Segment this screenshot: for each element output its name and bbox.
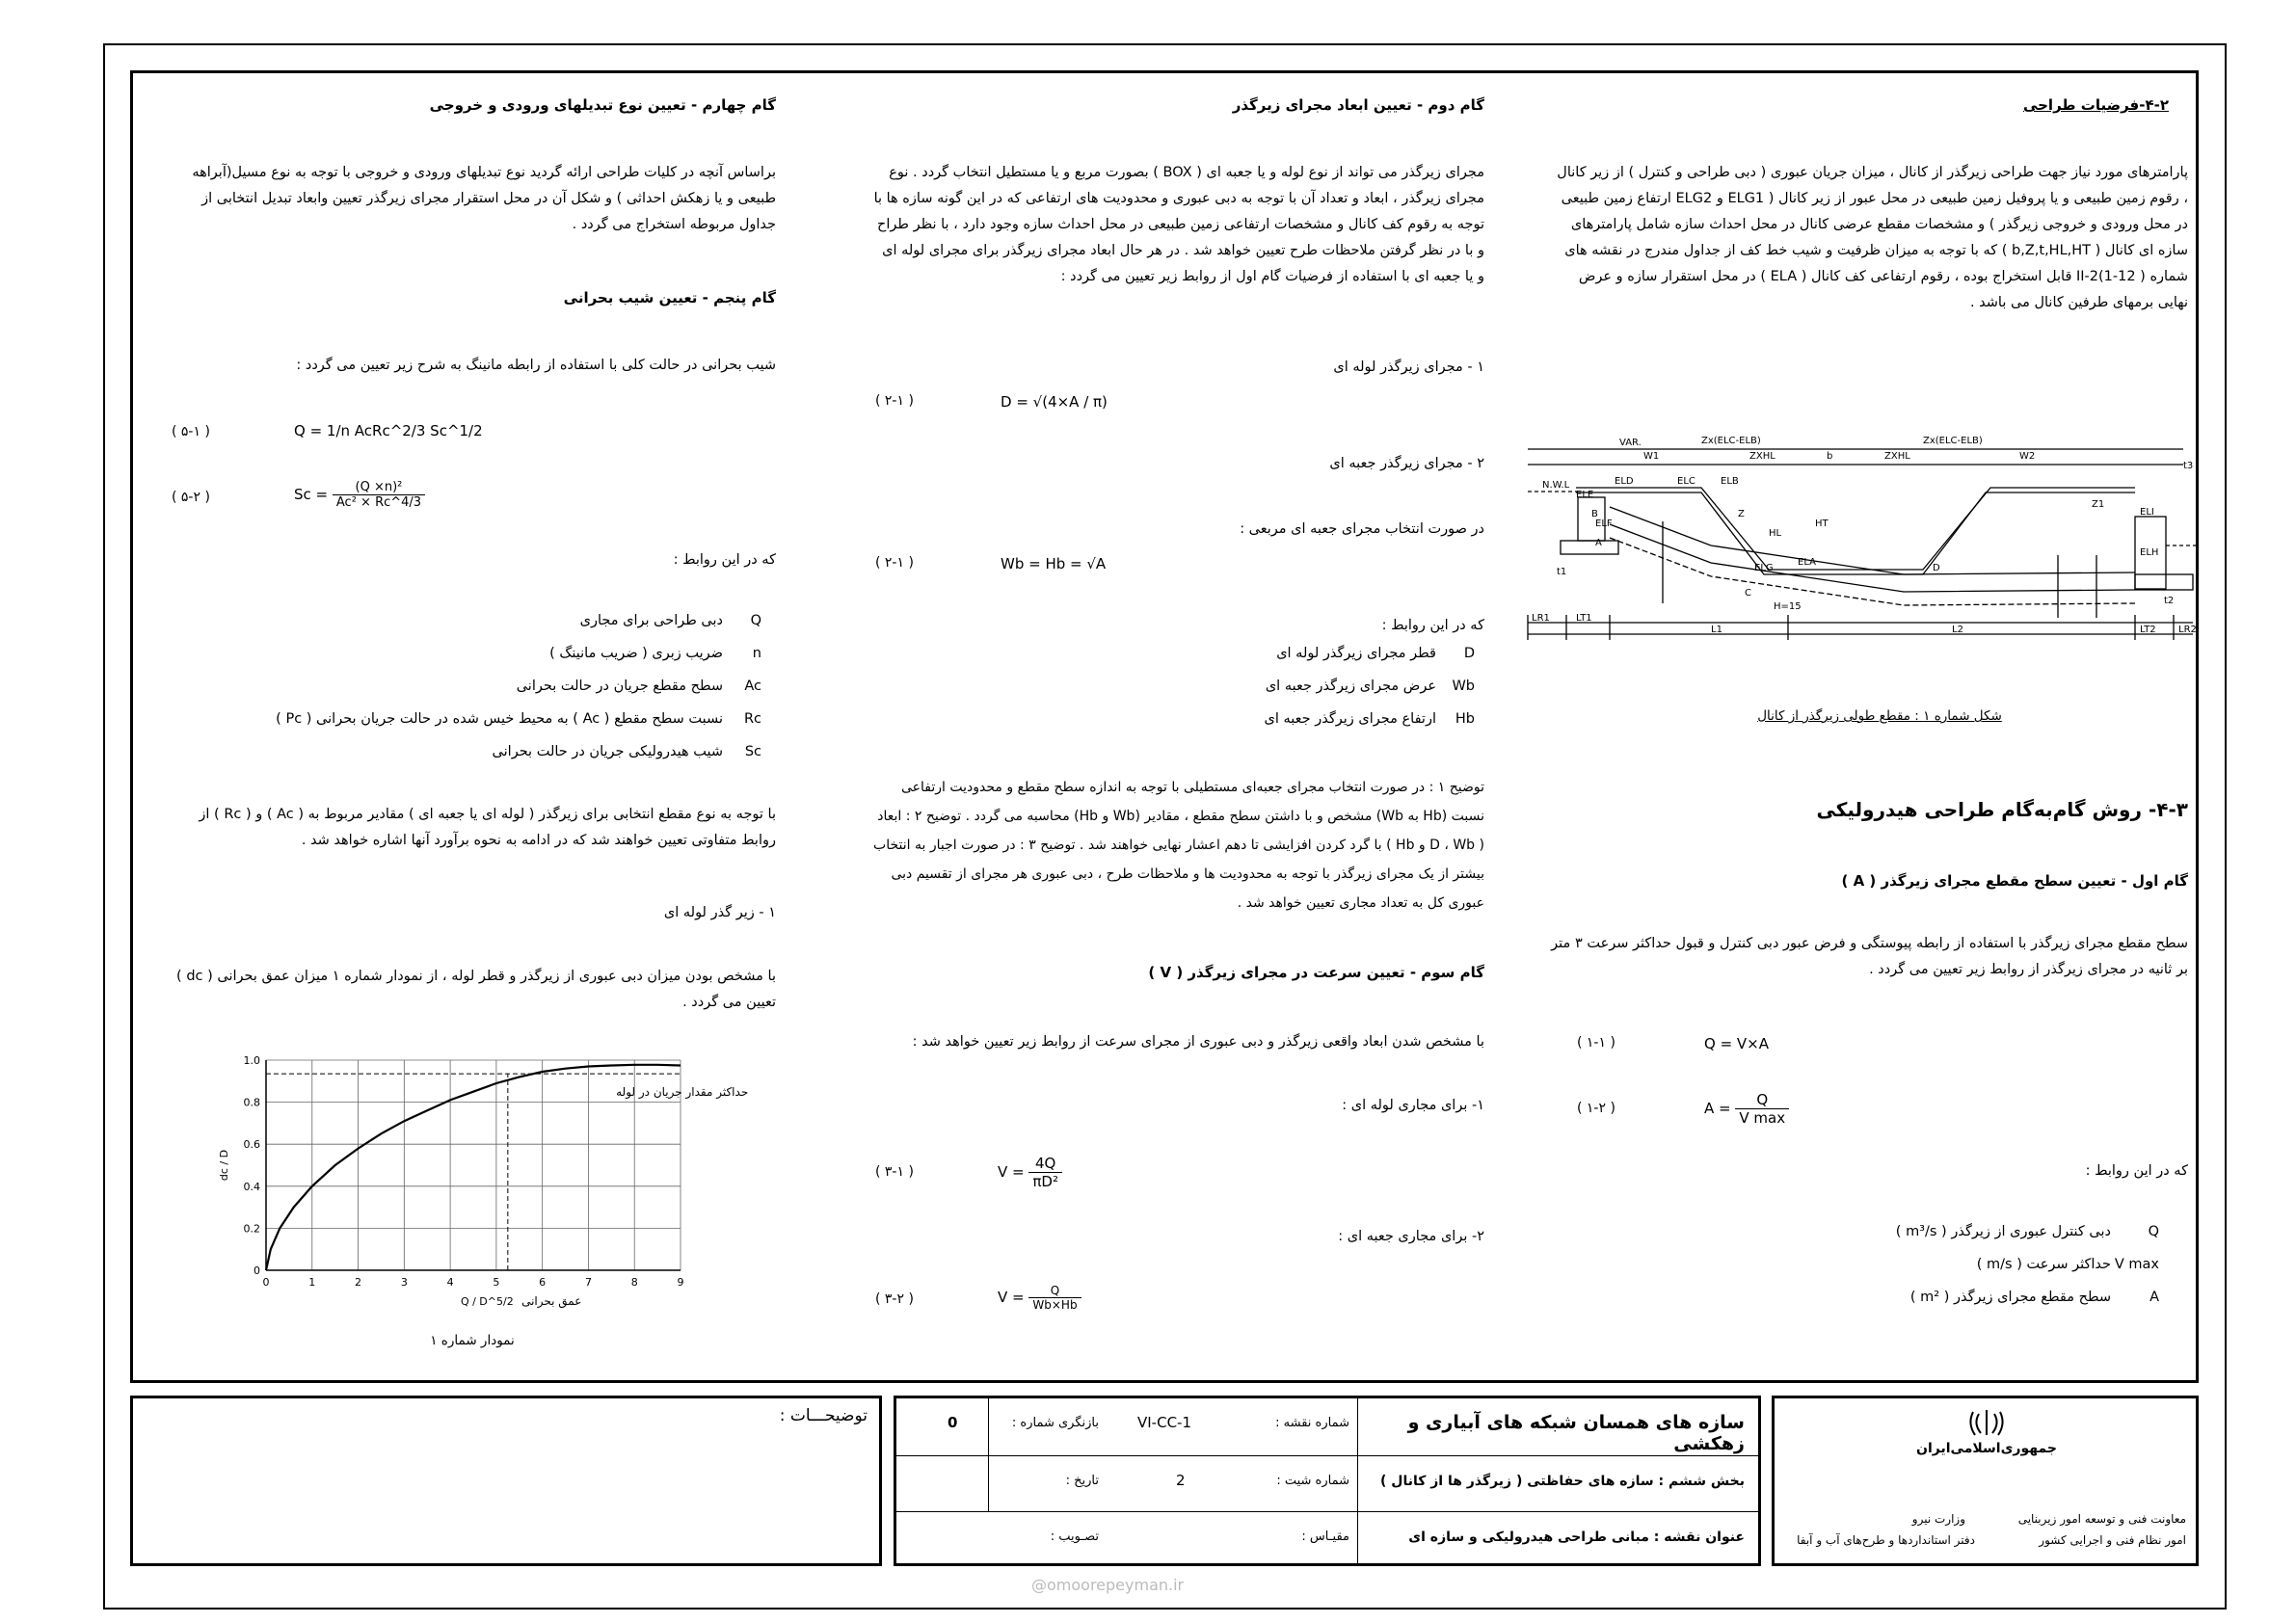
def-row: Qدبی کنترل عبوری از زیرگذر ( m³/s ) [1895,1224,2159,1239]
drawing-title: عنوان نقشه : مبانی طراحی هیدرولیکی و سازه ای [1408,1530,1745,1545]
svg-text:H=15: H=15 [1774,601,1802,612]
svg-text:W2: W2 [2019,451,2036,462]
org-line-3: وزارت نیرو [1911,1512,1965,1526]
step3-heading: گام سوم - تعیین سرعت در مجرای زیرگذر ( V ) [1148,964,1484,981]
svg-text:Z1: Z1 [2092,499,2105,510]
svg-text:Z: Z [1738,509,1745,519]
eq-pipe-number: ( ۲-۱ ) [875,393,914,409]
notes: توضیح ۱ : در صورت انتخاب مجرای جعبه‌ای مستطیلی با توجه به اندازه سطح مقطع و محدودیت ارتفاعی نسبت (Hb به Wb) مشخص و با داشتن سطح مقطع ، مقادیر (Wb و Hb) محاسبه می گردد . توضیح ۲ : ابعاد ( D ، Wb و Hb ) با گرد کردن افزایشی تا دهم اعشار نهایی خواهند شد . توضیح ۳ : در صورت اجبار به انتخاب بیشتر از یک مجرای زیرگذر با توجه به محدودیت ها و ملاحظات طرح ، دبی عبوری هر مجرای از تقسیم دبی عبوری کل به تعداد مجاری تعیین خواهد شد . [873,780,1484,911]
def-row: Hbارتفاع مجرای زیرگذر جعبه ای [1264,711,1475,727]
approval-label: تصـویب : [1050,1530,1099,1544]
eq2-left: A = [1704,1100,1731,1117]
svg-text:ELF: ELF [1595,519,1613,529]
section-title: بخش ششم : سازه های حفاظتی ( زیرگذر ها از کانال ) [1380,1474,1745,1489]
svg-text:LT2: LT2 [2140,625,2156,635]
step4-heading: گام چهارم - تعیین نوع تبدیلهای ورودی و خروجی [429,96,776,114]
x-tick-label: 1 [308,1276,316,1289]
y-tick-label: 1.0 [243,1054,260,1067]
svg-text:HT: HT [1815,519,1829,529]
defs-mid [1186,646,1475,744]
x-tick-label: 7 [584,1276,592,1289]
defs-left [231,613,761,777]
org-line-1: معاونت فنی و توسعه امور زیربنایی [2017,1512,2186,1526]
eq2 [1704,1091,1789,1127]
svg-text:W1: W1 [1643,451,1660,462]
eq-v2: V = $\frac{Q}{Wb\times Hb}$ [998,1284,1081,1312]
x-tick-label: 0 [262,1276,270,1289]
revision: 0 [948,1414,958,1431]
step5-paragraph: شیب بحرانی در حالت کلی با استفاده از رابطه مانینگ به شرح زیر تعیین می گردد : [296,358,776,373]
svg-text:ELC: ELC [1677,476,1695,487]
title-block [894,1396,1761,1566]
svg-text:A: A [1595,538,1602,548]
def-row: Scشیب هیدرولیکی جریان در حالت بحرانی [492,744,761,759]
x-tick-label: 3 [400,1276,408,1289]
x-tick-label: 8 [630,1276,638,1289]
longitudinal-section-figure [1518,430,2203,646]
svg-text:C: C [1745,588,1751,599]
def-row: nضریب زبری ( ضریب مانینگ ) [549,646,761,661]
remarks-box [130,1396,882,1566]
step4-paragraph: براساس آنچه در کلیات طراحی ارائه گردید نوع تبدیلهای ورودی و خروجی با توجه به نوع مسیل(آبراهه طبیعی و یا زهکش احداثی ) و شکل آن در محل استقرار مجرای زیرگذر تعیین وابعاد تبدیل انتخابی از جداول مربوطه استخراج می گردد . [192,165,776,232]
eq1-number: ( ۱-۱ ) [1577,1035,1615,1051]
critical-depth-chart [202,1046,749,1364]
x-axis-label: عمق بحرانی [521,1294,582,1308]
svg-text:LR1: LR1 [1532,613,1550,624]
svg-text:b: b [1827,451,1833,462]
y-tick-label: 0.4 [243,1180,260,1193]
drawing-no: VI-CC-1 [1137,1414,1192,1431]
eq-v1: V = $\frac{4Q}{\text{πD²}}$ [998,1155,1062,1190]
eq2-number: ( ۱-۲ ) [1577,1101,1615,1116]
svg-text:VAR.: VAR. [1619,438,1642,448]
svg-text:ELE: ELE [1576,490,1594,500]
def-row: Dقطر مجرای زیرگذر لوله ای [1276,646,1475,661]
x-tick-label: 6 [539,1276,547,1289]
eq-box: Wb = Hb = √A [1001,555,1107,572]
for-pipe: ۱- برای مجاری لوله ای : [1342,1098,1484,1113]
watermark: @omoorepeyman.ir [1031,1576,1185,1594]
svg-text:ELB: ELB [1721,476,1739,487]
revision-label: بازنگری شماره : [1011,1416,1099,1430]
graph-caption: نمودار شماره ۱ [430,1333,515,1348]
svg-text:ELG: ELG [1754,563,1774,573]
svg-text:L2: L2 [1952,625,1963,635]
where-label-mid: که در این روابط : [1381,618,1484,633]
x-tick-label: 4 [446,1276,454,1289]
svg-text:B: B [1591,509,1598,519]
method-heading: ۴-۳- روش گام‌به‌گام طراحی هیدرولیکی [1816,798,2188,821]
eq-pipe: D = √(4×A / π) [1001,393,1108,411]
svg-text:LR2: LR2 [2178,625,2197,635]
where-label-right: که در این روابط : [2085,1163,2188,1179]
box-item: ۲ - مجرای زیرگذر جعبه ای [1329,456,1484,471]
eq2-num: Q [1735,1091,1789,1109]
main-title: سازه های همسان شبکه های آبیاری و زهکشی [1407,1412,1745,1454]
svg-text:N.W.L: N.W.L [1542,480,1570,491]
pipe-underpass-item: ۱ - زیر گذر لوله ای [663,905,776,920]
eq1: Q = V×A [1704,1035,1770,1052]
svg-text:L1: L1 [1711,625,1722,635]
step1-heading: گام اول - تعیین سطح مقطع مجرای زیرگذر ( A ) [1841,872,2188,890]
org-line-2: امور نظام فنی و اجرایی کشور [2039,1533,2186,1547]
step2-paragraph: مجرای زیرگذر می تواند از نوع لوله و یا جعبه ای ( BOX ) بصورت مربع و یا مستطیل انتخاب گردد . نوع مجرای زیرگذر ، ابعاد و تعداد آن با توجه به دبی عبوری و محدودیت های ارتفاعی که در این گونه سازه ها با توجه به رقوم کف کانال و مشخصات ارتفاعی زمین طبیعی در محل احداث سازه وجود دارد ، با نظر طراح و با در نظر گرفتن ملاحظات طرح تعیین خواهد شد . در هر حال ابعاد مجرای زیرگذر برای مجرای لوله ای و یا جعبه ای با استفاده از فرضیات گام اول از روابط زیر تعیین می گردد : [873,165,1484,284]
eq5-1: Q = 1/n AcRc^2/3 Sc^1/2 [294,422,483,439]
date-label: تاریخ : [1065,1474,1099,1488]
design-assumptions-heading: ۴-۲-فرضیات طراحی [2022,96,2169,114]
eq2-den: V max [1739,1109,1786,1127]
step3-paragraph: با مشخص شدن ابعاد واقعی زیرگذر و دبی عبوری از مجرای سرعت از روابط زیر تعیین خواهد شد : [912,1034,1484,1050]
eq5-1-number: ( ۵-۱ ) [172,424,210,439]
iran-emblem-icon [1967,1406,2006,1439]
pipe-item: ۱ - مجرای زیرگذر لوله ای [1333,359,1484,375]
annotation-label: حداکثر مقدار جریان در لوله [616,1085,749,1100]
def-row: Rcنسبت سطح مقطع ( Ac ) به محیط خیس شده در حالت جریان بحرانی ( Pc ) [276,711,761,727]
design-assumptions-paragraph: پارامترهای مورد نیاز جهت طراحی زیرگذر از کانال ، میزان جریان عبوری ( دبی طراحی و کنترل ) از زیر کانال ، رقوم زمین طبیعی و یا پروفیل زمین طبیعی در محل عبور از زیر کانال ( ELG1 و ELG2 ارتفاع زمین طبیعی در محل ورودی و خروجی زیرگذر ) و مشخصات مقطع عرضی کانال در محل احداث سازه شامل پارامترهای سازه ای کانال ( b,Z,t,HL,HT ) که با توجه به میزان ظرفیت و شیب خط کف از جداول مندرج در نقشه های شماره ( II-2(1-12 قابل استخراج بوده ، رقوم ارتفاعی کف کانال ( ELA ) در محل استقرار سازه و عرض نهایی برمهای طرفین کانال می باشد . [1557,165,2188,310]
paragraph-2: با توجه به نوع مقطع انتخابی برای زیرگذر ( لوله ای یا جعبه ای ) مقادیر مربوط به ( Ac ) و ( Rc ) از روابط متفاوتی تعیین خواهند شد که در ادامه به نحوه برآورد آنها اشاره خواهد شد . [199,807,776,848]
x-tick-label: 5 [493,1276,500,1289]
svg-text:ELH: ELH [2140,547,2159,558]
svg-text:Zx(ELC-ELB): Zx(ELC-ELB) [1923,436,1983,446]
eq5-2: Sc = $\frac{\text{(Q ×n)²}}{\text{Ac² × Rc\textasciicircum{}4/3}}$ [294,480,425,510]
scale-label: مقیـاس : [1301,1530,1349,1544]
x-tick-label: 2 [355,1276,362,1289]
svg-text:ELD: ELD [1615,476,1634,487]
eq-v1-number: ( ۳-۱ ) [875,1164,914,1180]
org-line-4: دفتر استانداردها و طرح‌های آب و آبفا [1797,1533,1975,1547]
sheet-label: شماره شیت : [1276,1474,1349,1488]
where-label-left: که در این روابط : [673,552,776,568]
eq-v2-number: ( ۳-۲ ) [875,1291,914,1307]
y-axis-label: dc / D [218,1149,230,1182]
def-row: V maxحداکثر سرعت ( m/s ) [1976,1257,2159,1272]
eq5-2-number: ( ۵-۲ ) [172,490,210,505]
eq-box-number: ( ۲-۱ ) [875,555,914,571]
country-name: جمهوری‌اسلامی‌ایران [1916,1441,2057,1456]
x-tick-label: 9 [677,1276,684,1289]
svg-text:t3: t3 [2183,461,2194,471]
step2-heading: گام دوم - تعیین ابعاد مجرای زیرگذر [1232,96,1484,114]
y-tick-label: 0 [254,1264,260,1277]
remarks-label: توضیحـــات : [779,1406,868,1425]
def-row: Qدبی طراحی برای مجاری [579,613,761,628]
x-axis-symbol: Q / D^5/2 [460,1295,514,1308]
box-intro: در صورت انتخاب مجرای جعبه ای مربعی : [1240,521,1484,537]
defs-right [1812,1224,2159,1322]
svg-text:t1: t1 [1557,567,1567,577]
svg-text:ELA: ELA [1798,557,1816,568]
paragraph-3: با مشخص بودن میزان دبی عبوری از زیرگذر و قطر لوله ، از نمودار شماره ۱ میزان عمق بحرانی ( dc ) تعیین می گردد . [176,969,776,1010]
y-tick-label: 0.6 [243,1138,260,1152]
svg-text:LT1: LT1 [1576,613,1592,624]
step1-paragraph: سطح مقطع مجرای زیرگذر با استفاده از رابطه پیوستگی و فرض عبور دبی کنترل و قبول حداکثر سرعت ۳ متر بر ثانیه در مجرای زیرگذر از روابط زیر تعیین می گردد . [1551,936,2188,977]
sheet-number: 2 [1176,1472,1186,1489]
organization-box [1772,1396,2199,1566]
def-row: Acسطح مقطع جریان در حالت بحرانی [516,678,761,694]
svg-text:D: D [1933,563,1940,573]
svg-text:HL: HL [1769,528,1782,539]
svg-text:Zx(ELC-ELB): Zx(ELC-ELB) [1701,436,1761,446]
y-tick-label: 0.8 [243,1096,260,1109]
drawing-no-label: شماره نقشه : [1275,1416,1349,1430]
def-row: Aسطح مقطع مجرای زیرگذر ( m² ) [1909,1290,2159,1305]
svg-text:ZXHL: ZXHL [1749,451,1775,462]
svg-text:t2: t2 [2164,596,2175,606]
svg-text:ELI: ELI [2140,507,2154,518]
figure-caption: شکل شماره ۱ : مقطع طولی زیرگذر از کانال [1757,708,2002,724]
def-row: Wbعرض مجرای زیرگذر جعبه ای [1265,678,1475,694]
svg-text:ZXHL: ZXHL [1884,451,1910,462]
y-tick-label: 0.2 [243,1222,260,1236]
for-box: ۲- برای مجاری جعبه ای : [1338,1229,1484,1244]
step5-heading: گام پنجم - تعیین شیب بحرانی [563,289,776,306]
